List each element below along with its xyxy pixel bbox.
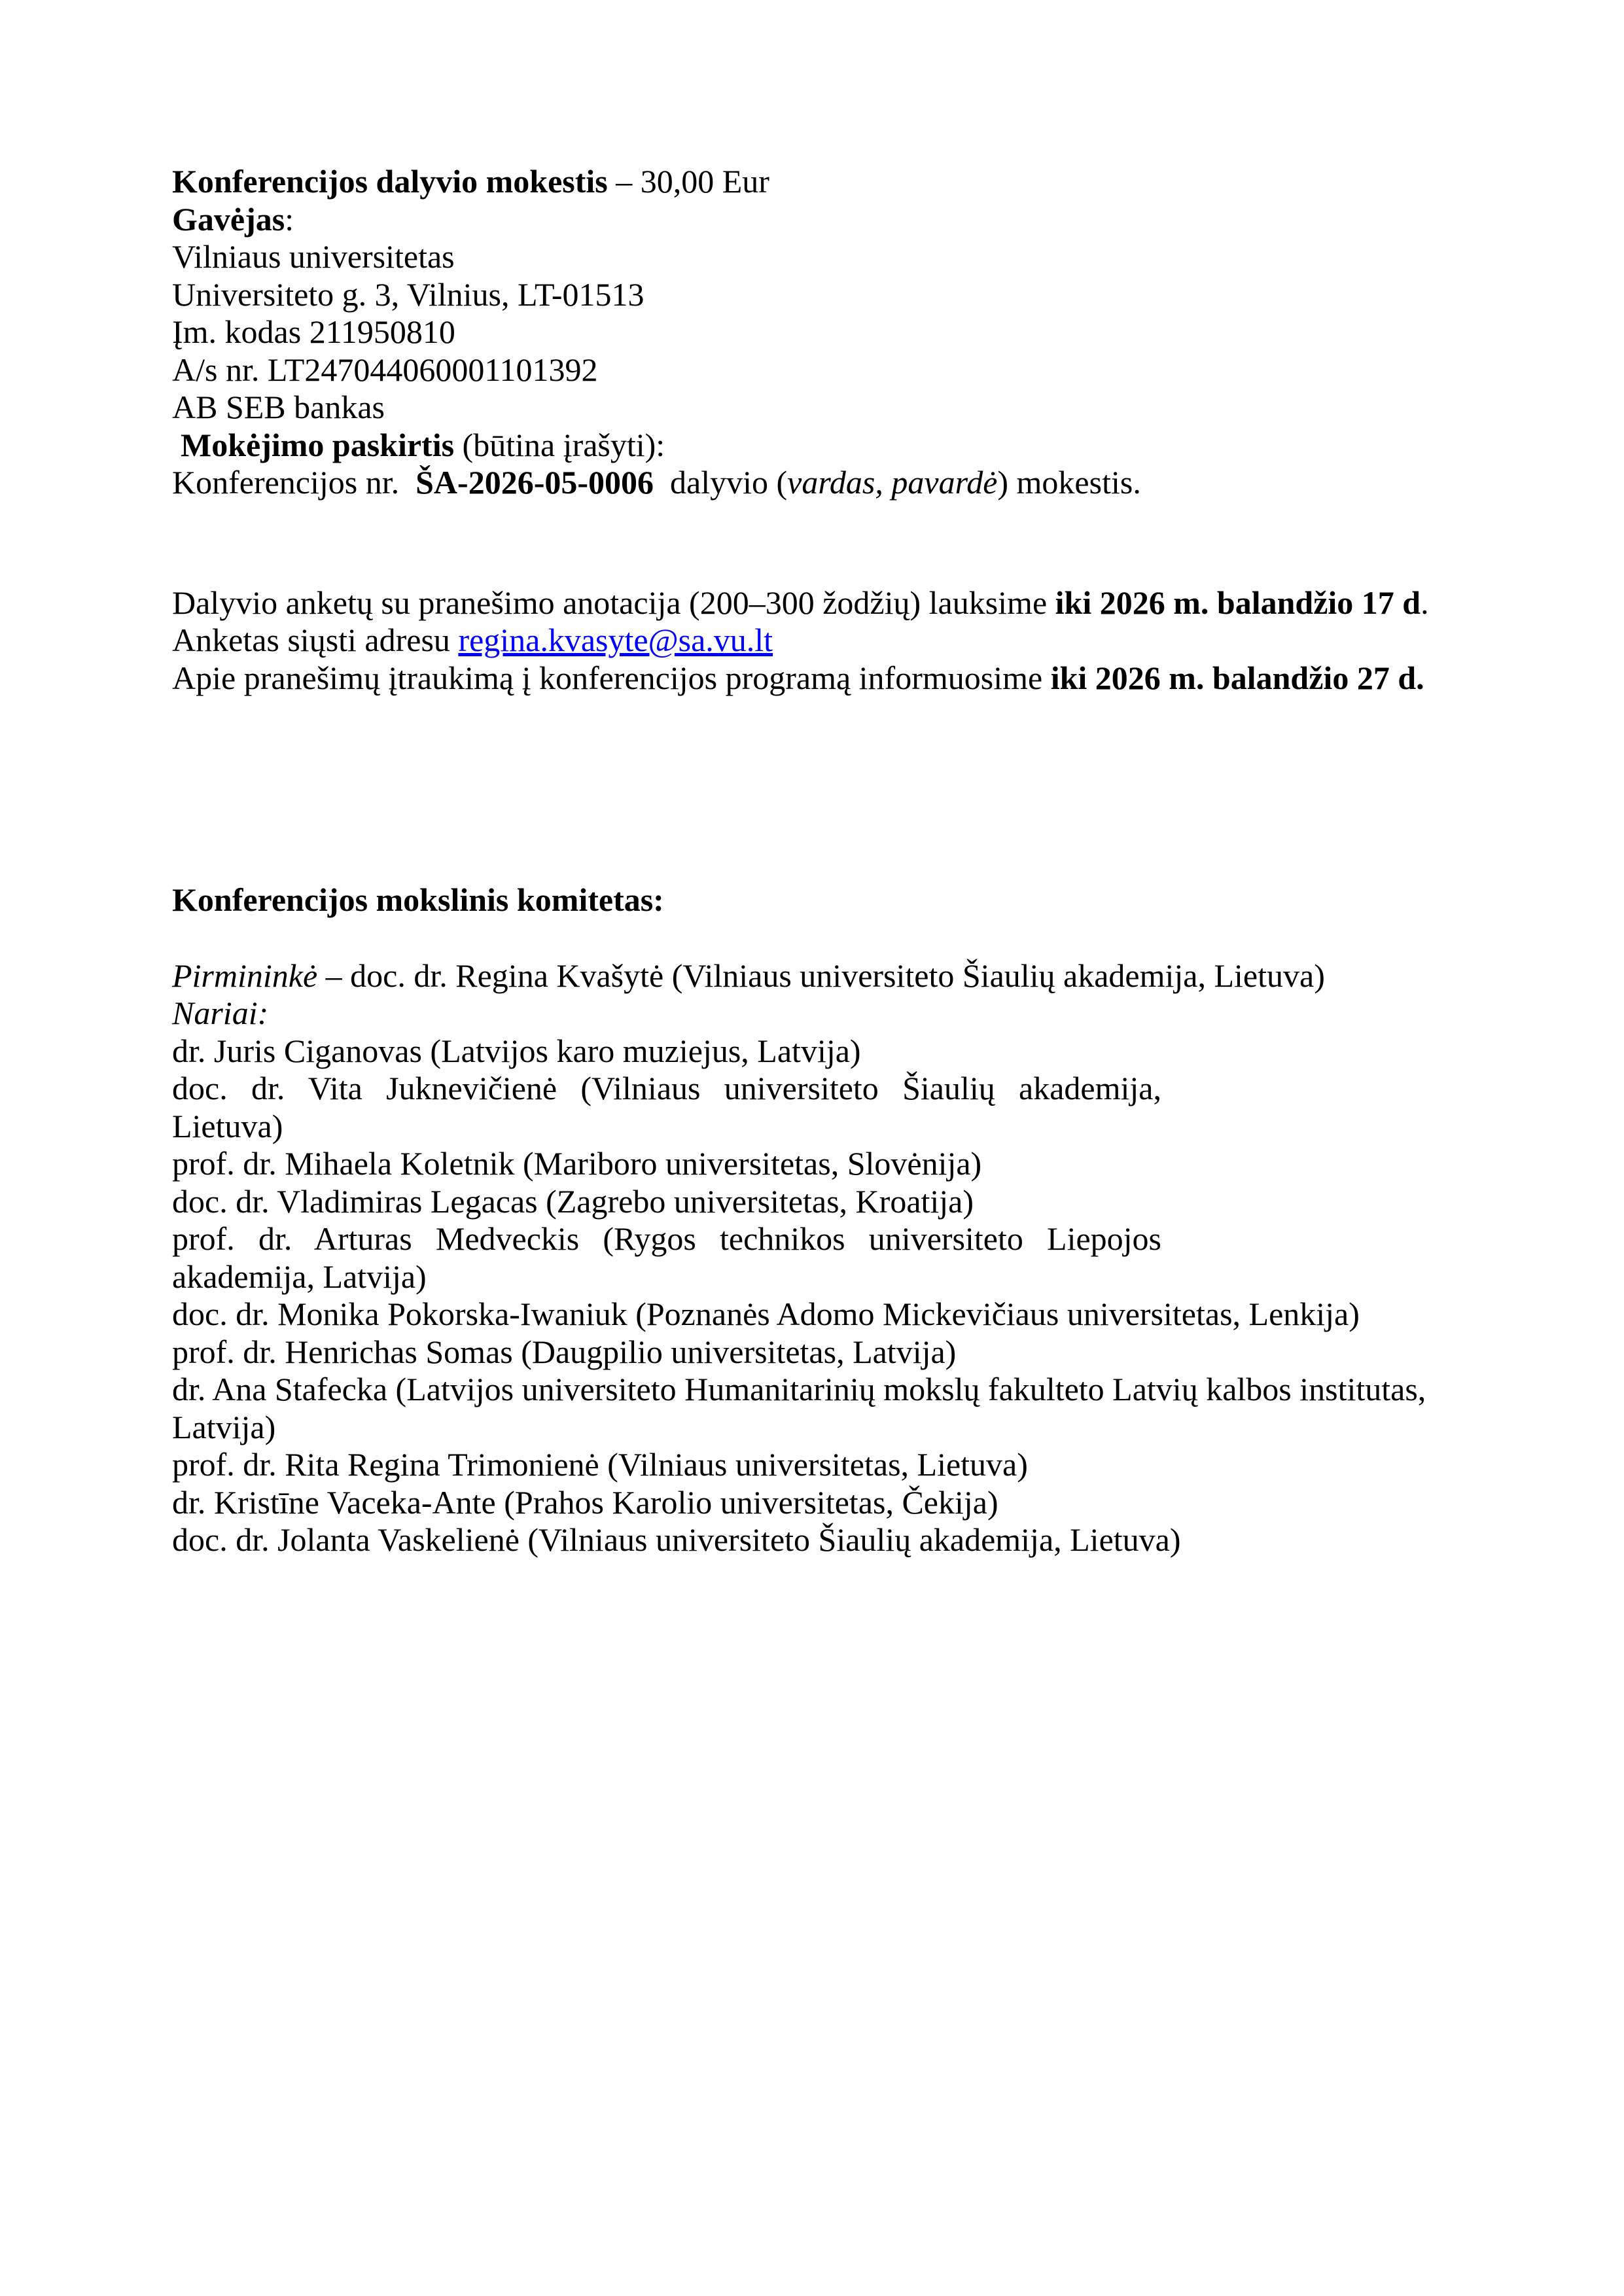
member-line: prof. dr. Arturas Medveckis (Rygos technikos universiteto Liepojos (172, 1220, 1161, 1257)
abstract-deadline-post: . (1421, 584, 1429, 621)
conference-number: ŠA-2026-05-0006 (415, 464, 654, 501)
program-deadline-pre: Apie pranešimų įtraukimą į konferencijos programą informuosime (172, 659, 1051, 696)
member-line: prof. dr. Rita Regina Trimonienė (Vilniaus universitetas, Lietuva) (172, 1446, 1028, 1483)
document-content (172, 163, 1445, 1559)
payment-info-block (172, 163, 1445, 502)
member-line: prof. dr. Mihaela Koletnik (Mariboro universitetas, Slovėnija) (172, 1145, 982, 1182)
program-deadline-line (172, 660, 1445, 698)
university-line: Vilniaus universitetas (172, 238, 455, 275)
reference-mid: dalyvio ( (654, 464, 788, 501)
member-line-continuation: akademija, Latvija) (172, 1258, 427, 1295)
send-address-line (172, 622, 1445, 660)
member-line: doc. dr. Monika Pokorska-Iwaniuk (Poznanės Adomo Mickevičiaus universitetas, Lenkija) (172, 1296, 1360, 1332)
committee-heading: Konferencijos mokslinis komitetas: (172, 881, 664, 918)
member-line: doc. dr. Jolanta Vaskelienė (Vilniaus universiteto Šiaulių akademija, Lietuva) (172, 1521, 1181, 1558)
address-line: Universiteto g. 3, Vilnius, LT-01513 (172, 275, 644, 313)
send-address-pre: Anketas siųsti adresu (172, 622, 459, 658)
chair-name: – doc. dr. Regina Kvašytė (Vilniaus universiteto Šiaulių akademija, Lietuva) (317, 957, 1325, 994)
member-line: doc. dr. Vladimiras Legacas (Zagrebo universitetas, Kroatija) (172, 1182, 974, 1220)
abstract-deadline-date: iki 2026 m. balandžio 17 d (1055, 584, 1421, 621)
chair-label: Pirmininkė (172, 957, 318, 994)
fee-label: Konferencijos dalyvio mokestis (172, 163, 608, 200)
bank-line: AB SEB bankas (172, 389, 385, 425)
member-line-continuation: Latvija) (172, 1408, 276, 1445)
deadlines-block (172, 584, 1445, 698)
recipient-line (172, 201, 1445, 239)
purpose-line (172, 427, 1445, 465)
committee-heading-block (172, 881, 1445, 919)
member-line: dr. Kristīne Vaceka-Ante (Prahos Karolio universitetas, Čekija) (172, 1483, 998, 1521)
fee-amount: – 30,00 Eur (607, 163, 769, 200)
committee-list-block (172, 957, 1445, 1559)
member-line: doc. dr. Vita Juknevičienė (Vilniaus universiteto Šiaulių akademija, (172, 1070, 1161, 1106)
members-label-line (172, 995, 1445, 1033)
reference-pre: Konferencijos nr. (172, 464, 416, 501)
email-link[interactable]: regina.kvasyte@sa.vu.lt (458, 622, 773, 658)
company-code-line: Įm. kodas 211950810 (172, 313, 455, 350)
purpose-label: Mokėjimo paskirtis (181, 426, 455, 463)
member-line-continuation: Lietuva) (172, 1107, 283, 1144)
program-deadline-date: iki 2026 m. balandžio 27 d. (1050, 659, 1424, 696)
recipient-label: Gavėjas (172, 200, 285, 238)
abstract-deadline-line (172, 584, 1445, 622)
member-line: dr. Ana Stafecka (Latvijos universiteto Humanitarinių mokslų fakulteto Latvių kalbos institutas, (172, 1371, 1426, 1407)
reference-name-placeholder: vardas, pavardė (787, 464, 998, 501)
purpose-note: (būtina įrašyti): (454, 426, 665, 463)
reference-line (172, 464, 1445, 502)
fee-line (172, 163, 1445, 201)
member-line: dr. Juris Ciganovas (Latvijos karo muziejus, Latvija) (172, 1032, 861, 1069)
members-label: Nariai: (172, 995, 269, 1031)
recipient-colon: : (285, 200, 294, 238)
reference-post: ) mokestis. (997, 464, 1141, 501)
abstract-deadline-pre: Dalyvio anketų su pranešimo anotacija (200–300 žodžių) lauksime (172, 584, 1055, 621)
account-number-line: A/s nr. LT247044060001101392 (172, 351, 598, 388)
member-line: prof. dr. Henrichas Somas (Daugpilio universitetas, Latvija) (172, 1333, 957, 1370)
committee-chair-line (172, 957, 1445, 995)
